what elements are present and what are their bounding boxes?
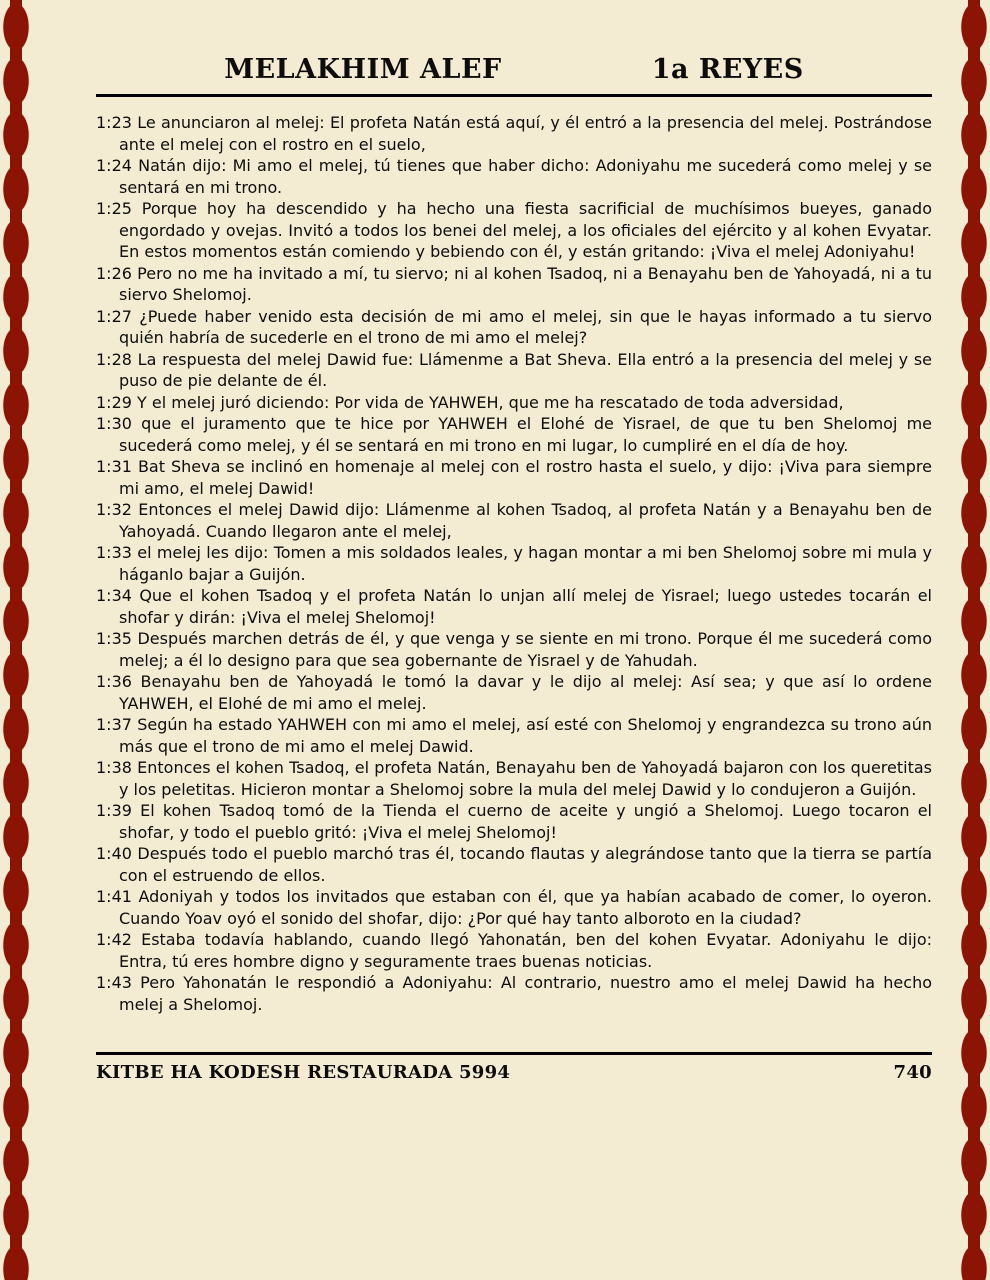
verse-number: 1:25 <box>96 199 132 218</box>
verse-text: Le anunciaron al melej: El profeta Natán está aquí, y él entró a la presencia del melej. Postrándose ante el melej con el rostro en el suelo, <box>119 113 932 154</box>
verse <box>96 886 932 929</box>
verse-number: 1:30 <box>96 414 132 433</box>
verse-number: 1:33 <box>96 543 132 562</box>
verse-number: 1:32 <box>96 500 132 519</box>
left-ornament-border <box>0 0 32 1280</box>
verse-text: el melej les dijo: Tomen a mis soldados leales, y hagan montar a mi ben Shelomoj sobre mi mula y háganlo bajar a Guijón. <box>119 543 932 584</box>
verse-number: 1:27 <box>96 306 132 326</box>
verse-text: ¿Puede haber venido esta decisión de mi amo el melej, sin que le hayas informado a tu siervo quién habría de sucederle en el trono de mi amo el melej? <box>119 306 933 347</box>
verse <box>96 349 932 392</box>
verse <box>96 198 932 263</box>
verse <box>96 843 932 886</box>
verse-text: Después todo el pueblo marchó tras él, tocando flautas y alegrándose tanto que la tierra se partía con el estruendo de ellos. <box>119 844 932 885</box>
verse-number: 1:31 <box>96 457 132 476</box>
verse-text: La respuesta del melej Dawid fue: Llámenme a Bat Sheva. Ella entró a la presencia del melej y se puso de pie delante de él. <box>119 349 932 390</box>
verse-number: 1:28 <box>96 349 132 369</box>
verse-text: Benayahu ben de Yahoyadá le tomó la davar y le dijo al melej: Así sea; y que así lo ordene YAHWEH, el Elohé de mi amo el melej. <box>119 672 933 713</box>
verse-number: 1:23 <box>96 113 132 132</box>
footer-page-number: 740 <box>893 1062 932 1083</box>
verse-text: Adoniyah y todos los invitados que estaban con él, que ya habían acabado de comer, lo oyeron. Cuando Yoav oyó el sonido del shofar, dijo: ¿Por qué hay tanto alboroto en la ciudad? <box>119 887 932 928</box>
verse-text: Natán dijo: Mi amo el melej, tú tienes que haber dicho: Adoniyahu me sucederá como melej y se sentará en mi trono. <box>119 156 932 197</box>
verse-text: Según ha estado YAHWEH con mi amo el melej, así esté con Shelomoj y engrandezca su trono aún más que el trono de mi amo el melej Dawid. <box>119 715 932 756</box>
book-title-hebrew: MELAKHIM ALEF <box>224 54 502 85</box>
footer-edition: KITBE HA KODESH RESTAURADA 5994 <box>96 1062 511 1083</box>
verse-number: 1:36 <box>96 672 132 691</box>
verse-text: Pero no me ha invitado a mí, tu siervo; ni al kohen Tsadoq, ni a Benayahu ben de Yahoyadá, ni a tu siervo Shelomoj. <box>119 263 933 304</box>
verse-text: Entonces el melej Dawid dijo: Llámenme al kohen Tsadoq, al profeta Natán y a Benayahu ben de Yahoyadá. Cuando llegaron ante el melej, <box>119 500 932 541</box>
verse-number: 1:41 <box>96 887 132 906</box>
verses-list <box>96 112 932 1015</box>
verse-number: 1:38 <box>96 758 132 777</box>
verse <box>96 757 932 800</box>
verse-number: 1:34 <box>96 586 132 605</box>
verse <box>96 671 932 714</box>
verse-number: 1:40 <box>96 844 132 863</box>
verse <box>96 714 932 757</box>
verse <box>96 929 932 972</box>
verse-number: 1:43 <box>96 973 132 992</box>
verse <box>96 542 932 585</box>
verse-number: 1:24 <box>96 156 132 175</box>
verse <box>96 112 932 155</box>
verse <box>96 306 932 349</box>
verse-number: 1:35 <box>96 629 132 648</box>
page-footer <box>96 1062 932 1083</box>
verse <box>96 155 932 198</box>
verse <box>96 263 932 306</box>
verse-number: 1:39 <box>96 801 132 820</box>
verse-text: que el juramento que te hice por YAHWEH el Elohé de Yisrael, de que tu ben Shelomoj me sucederá como melej, y él se sentará en mi trono en mi lugar, lo cumpliré en el día de hoy. <box>119 414 932 455</box>
verse <box>96 413 932 456</box>
verse <box>96 800 932 843</box>
verse <box>96 628 932 671</box>
verse-number: 1:26 <box>96 263 132 283</box>
verse-number: 1:29 <box>96 392 132 412</box>
verse <box>96 456 932 499</box>
footer-rule <box>96 1052 932 1055</box>
verse <box>96 585 932 628</box>
verse-number: 1:42 <box>96 930 132 949</box>
verse-text: Entonces el kohen Tsadoq, el profeta Natán, Benayahu ben de Yahoyadá bajaron con los queretitas y los peletitas. Hicieron montar a Shelomoj sobre la mula del melej Dawid y lo condujeron a Guijón. <box>119 758 932 799</box>
verse-text: El kohen Tsadoq tomó de la Tienda el cuerno de aceite y ungió a Shelomoj. Luego tocaron el shofar, y todo el pueblo gritó: ¡Viva el melej Shelomoj! <box>119 801 932 842</box>
verse-text: Porque hoy ha descendido y ha hecho una fiesta sacrificial de muchísimos bueyes, ganado engordado y ovejas. Invitó a todos los benei del melej, a los oficiales del ejército y al kohen Evyatar. En estos momentos están comiendo y bebiendo con él, y están gritando: ¡Viva el melej Adoniyahu! <box>119 199 932 261</box>
verse-text: Que el kohen Tsadoq y el profeta Natán lo unjan allí melej de Yisrael; luego ustedes tocarán el shofar y dirán: ¡Viva el melej Shelomoj! <box>119 586 932 627</box>
verse <box>96 392 932 414</box>
verse <box>96 499 932 542</box>
book-title-spanish: 1a REYES <box>651 54 804 85</box>
page-header <box>96 54 932 85</box>
verse-text: Después marchen detrás de él, y que venga y se siente en mi trono. Porque él me sucederá como melej; a él lo designo para que sea gobernante de Yisrael y de Yahudah. <box>119 629 932 670</box>
verse-text: Y el melej juró diciendo: Por vida de YAHWEH, que me ha rescatado de toda adversidad, <box>137 392 844 412</box>
verse-number: 1:37 <box>96 715 132 734</box>
right-ornament-border <box>958 0 990 1280</box>
verse-text: Pero Yahonatán le respondió a Adoniyahu: Al contrario, nuestro amo el melej Dawid ha hecho melej a Shelomoj. <box>119 973 932 1014</box>
verse-text: Estaba todavía hablando, cuando llegó Yahonatán, ben del kohen Evyatar. Adoniyahu le dijo: Entra, tú eres hombre digno y seguramente traes buenas noticias. <box>119 930 932 971</box>
verse <box>96 972 932 1015</box>
header-rule <box>96 94 932 97</box>
page-content <box>96 0 932 1083</box>
verse-text: Bat Sheva se inclinó en homenaje al melej con el rostro hasta el suelo, y dijo: ¡Viva para siempre mi amo, el melej Dawid! <box>119 457 932 498</box>
